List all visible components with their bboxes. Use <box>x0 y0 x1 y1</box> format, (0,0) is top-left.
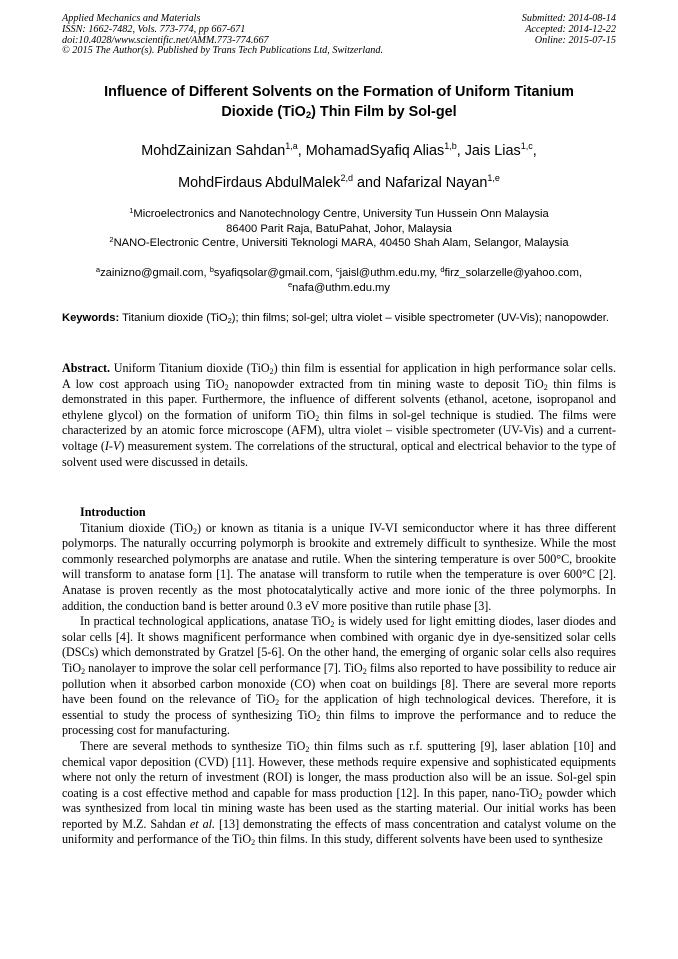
abstract-text: ) thin film is essential for application in high performance solar cells. A low cost approach using TiO <box>62 361 616 391</box>
body-text: thin films. In this study, different solvents have been used to synthesize <box>255 832 603 847</box>
body-text: [13] demonstrating the effects of mass concentration and catalyst volume on the uniformity and performance of the TiO <box>62 816 616 847</box>
title-subscript: 2 <box>305 110 312 121</box>
body-text: Titanium dioxide (TiO <box>80 520 193 535</box>
abstract-text: thin films is demonstrated in this paper. Furthermore, the influence of different solvents (ethanol, acetone, isopropanol and ethylene glycol) on the formation of uniform TiO <box>62 376 617 422</box>
email-mark: d <box>440 265 445 274</box>
author-line-1 <box>62 135 616 167</box>
author-separator: , <box>456 143 465 159</box>
subscript: 2 <box>227 316 232 325</box>
affiliation-text: Microelectronics and Nanotechnology Centre, University Tun Hussein Onn Malaysia <box>133 208 549 220</box>
author-separator: , <box>532 143 537 159</box>
affiliations <box>62 207 616 251</box>
subscript: 2 <box>543 382 548 392</box>
author-list <box>62 135 616 199</box>
affiliation-text: NANO-Electronic Centre, Universiti Teknologi MARA, 40450 Shah Alam, Selangor, Malaysia <box>113 237 569 249</box>
online-date: Online: 2015-07-15 <box>534 34 616 46</box>
title-line-2 <box>62 102 616 122</box>
author-emails <box>62 266 616 296</box>
abstract-label: Abstract. <box>62 361 111 375</box>
email-mark: c <box>335 265 340 274</box>
abstract-text: nanopowder extracted from tin mining waste to deposit TiO <box>228 376 544 391</box>
email-mark: b <box>209 265 214 274</box>
body-text: is widely used for light emitting diodes, laser diodes and solar cells [4]. It shows magnificent performance when combined with organic dye in dye-sensitized solar cells (DSCs) which demonstrated by Gratzel [5-6]. On the other hand, the emerging of organic solar cells also requires TiO <box>62 614 616 675</box>
subscript: 2 <box>275 698 280 708</box>
journal-doi: doi:10.4028/www.scientific.net/AMM.773-774.667 <box>62 34 269 46</box>
author-name: MohdFirdaus AbdulMalek <box>178 175 341 191</box>
subscript: 2 <box>224 382 229 392</box>
subscript: 2 <box>316 713 321 723</box>
author-affil-mark: 1,c <box>520 141 533 151</box>
subscript: 2 <box>81 666 86 676</box>
email-address: jaisl@uthm.edu.my, <box>339 267 441 279</box>
email-address: nafa@uthm.edu.my <box>292 282 390 294</box>
email-mark: a <box>95 265 101 274</box>
email-line-2 <box>62 281 616 296</box>
author-affil-mark: 1,e <box>487 173 500 183</box>
author-affil-mark: 2,d <box>340 173 353 183</box>
affiliation-1 <box>62 207 616 222</box>
subscript: 2 <box>269 367 274 376</box>
journal-header <box>62 14 383 57</box>
keywords-text: Titanium dioxide (TiO <box>119 312 228 324</box>
journal-name: Applied Mechanics and Materials <box>62 13 201 24</box>
body-text: In practical technological applications, anatase TiO <box>80 614 331 629</box>
section-heading: Introduction <box>80 505 146 519</box>
abstract <box>62 361 616 470</box>
journal-issn: ISSN: 1662-7482, Vols. 773-774, pp 667-671 <box>62 23 246 35</box>
intro-paragraph-3 <box>62 739 616 848</box>
author-affil-mark: 1,a <box>285 141 298 151</box>
submitted-date: Submitted: 2014-08-14 <box>521 13 616 24</box>
accepted-date: Accepted: 2014-12-22 <box>525 23 616 35</box>
email-address: firz_solarzelle@yahoo.com, <box>444 267 583 279</box>
email-line-1 <box>62 266 616 281</box>
title-text: ) Thin Film by Sol-gel <box>311 104 457 120</box>
introduction-section <box>62 505 616 848</box>
email-address: zainizno@gmail.com, <box>100 267 210 279</box>
affiliation-1-address: 86400 Parit Raja, BatuPahat, Johor, Malaysia <box>226 222 452 235</box>
affiliation-2 <box>62 236 616 251</box>
body-text: There are several methods to synthesize TiO <box>80 738 306 753</box>
abstract-paragraph <box>62 361 616 470</box>
author-name: Nafarizal Nayan <box>385 175 488 191</box>
abstract-text: Uniform Titanium dioxide (TiO <box>110 361 270 375</box>
body-text: for the application of high technological devices. Therefore, it is essential to study the process of synthesizing TiO <box>62 692 616 722</box>
dates-header <box>522 14 616 46</box>
affiliation-mark: 2 <box>109 235 114 244</box>
intro-paragraph-2 <box>62 614 616 739</box>
author-name: MohdZainizan Sahdan <box>141 143 286 159</box>
abstract-text: ) measurement system. The correlations of the structural, optical and electrical behavior to the type of solvent used were discussed in details. <box>62 438 616 469</box>
author-name: MohamadSyafiq Alias <box>305 143 445 159</box>
author-affil-mark: 1,b <box>444 141 457 151</box>
paper-title <box>62 82 616 122</box>
subscript: 2 <box>305 744 310 754</box>
body-text: thin films such as r.f. sputtering [9], laser ablation [10] and chemical vapor deposition (CVD) [11]. However, these methods require expensive and sophisticated equipments where not only the return of investment (ROI) is longer, the mass production also will be an issue. Sol-gel spin coating is a cost effective method and capable for mass production [12]. In this paper, nano-TiO <box>62 738 617 800</box>
abstract-italic: I-V <box>104 438 121 453</box>
author-separator: and <box>352 175 385 191</box>
body-text: powder which was synthesized from local tin mining waste has been used as the starting material. Our initial works has been reported by M.Z. Sahdan <box>62 785 617 831</box>
body-text: ) or known as titania is a unique IV-VI semiconductor where it has three different polymorps. The naturally occurring polymorph is brookite and extremely difficult to synthesize. While the most commonly researched polymorphs are anatase and rutile. When the sintering temperature is over 500°C, brookite will transform to anatase form [1]. The anatase will transform to rutile when the temperature is over 600°C [2]. Anatase is proven recently as the most photocatalytically active and more ionic of the three polymorphs. In addition, the conduction band is better around 0.3 eV more positive than rutile phase [3]. <box>62 520 616 613</box>
email-address: syafiqsolar@gmail.com, <box>213 267 336 279</box>
body-text: nanolayer to improve the solar cell performance [7]. TiO <box>85 660 363 675</box>
keywords-label: Keywords: <box>62 312 120 324</box>
body-text: films also reported to have possibility to reduce air pollution when it absorbed carbon monoxide (CO) when coat on buildings [8]. There are several more reports have been found on the relevance of TiO <box>62 660 616 707</box>
keywords <box>62 311 616 327</box>
author-name: Jais Lias <box>464 143 521 159</box>
email-mark: e <box>288 280 293 289</box>
subscript: 2 <box>315 413 320 423</box>
abstract-text: thin films in sol-gel technique is studied. The films were characterized by an atomic force microscope (AFM), ultra violet – visible spectrometer (UV-Vis) and a current-voltage ( <box>62 407 616 453</box>
italic-text: et al. <box>189 816 216 831</box>
body-text: thin films to improve the performance and to reduce the processing cost for manufacturing. <box>62 707 616 738</box>
copyright-line: © 2015 The Author(s). Published by Trans Tech Publications Ltd, Switzerland. <box>62 45 384 57</box>
title-line-1: Influence of Different Solvents on the Formation of Uniform Titanium <box>104 84 574 100</box>
affiliation-mark: 1 <box>129 206 134 215</box>
author-line-2 <box>62 167 616 199</box>
subscript: 2 <box>362 666 367 676</box>
author-separator: , <box>297 143 306 159</box>
keywords-text: ); thin films; sol-gel; ultra violet – visible spectrometer (UV-Vis); nanopowder. <box>231 312 609 324</box>
subscript: 2 <box>192 526 197 536</box>
intro-paragraph-1 <box>62 521 616 615</box>
subscript: 2 <box>538 791 543 801</box>
subscript: 2 <box>251 838 256 848</box>
subscript: 2 <box>330 620 335 630</box>
title-text: Dioxide (TiO <box>221 104 306 120</box>
